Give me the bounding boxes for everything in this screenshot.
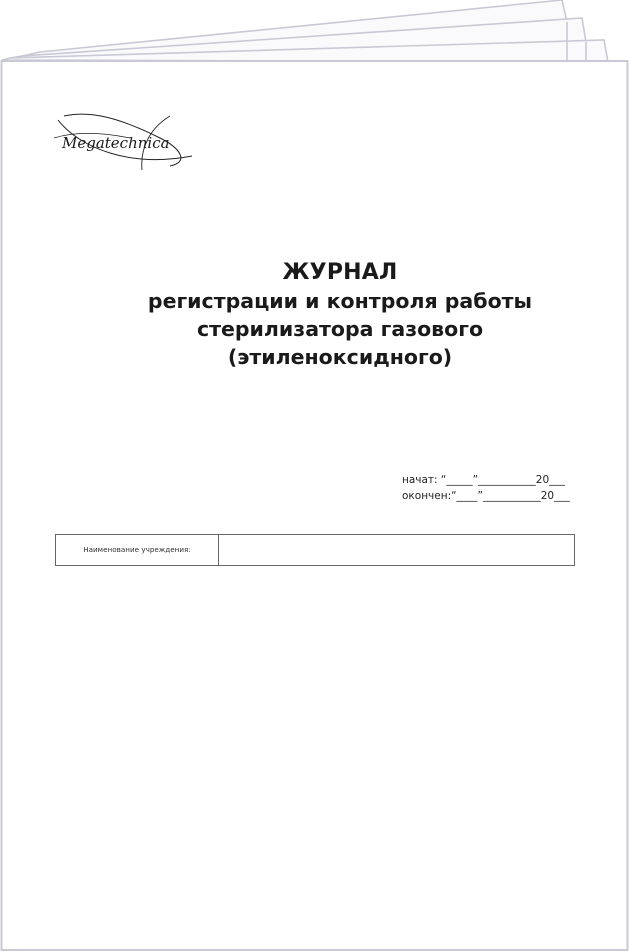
title-line-1: регистрации и контроля работы [147,289,533,313]
institution-label: Наименование учреждения: [56,535,219,565]
date-ended[interactable]: окончен:“____”___________20___ [402,490,570,502]
journal-dates [402,472,570,504]
title-line-3: (этиленоксидного) [227,345,453,369]
megatechnica-logo [50,108,200,176]
institution-field[interactable] [219,535,574,565]
title-main: ЖУРНАЛ [282,260,398,285]
institution-box [55,534,575,566]
date-started[interactable]: начат: “_____”___________20___ [402,474,565,486]
journal-title [60,258,620,371]
logo-swirl-icon [50,108,200,176]
title-line-2: стерилизатора газового [196,317,484,341]
logo-text: Megatechnica [62,134,170,152]
